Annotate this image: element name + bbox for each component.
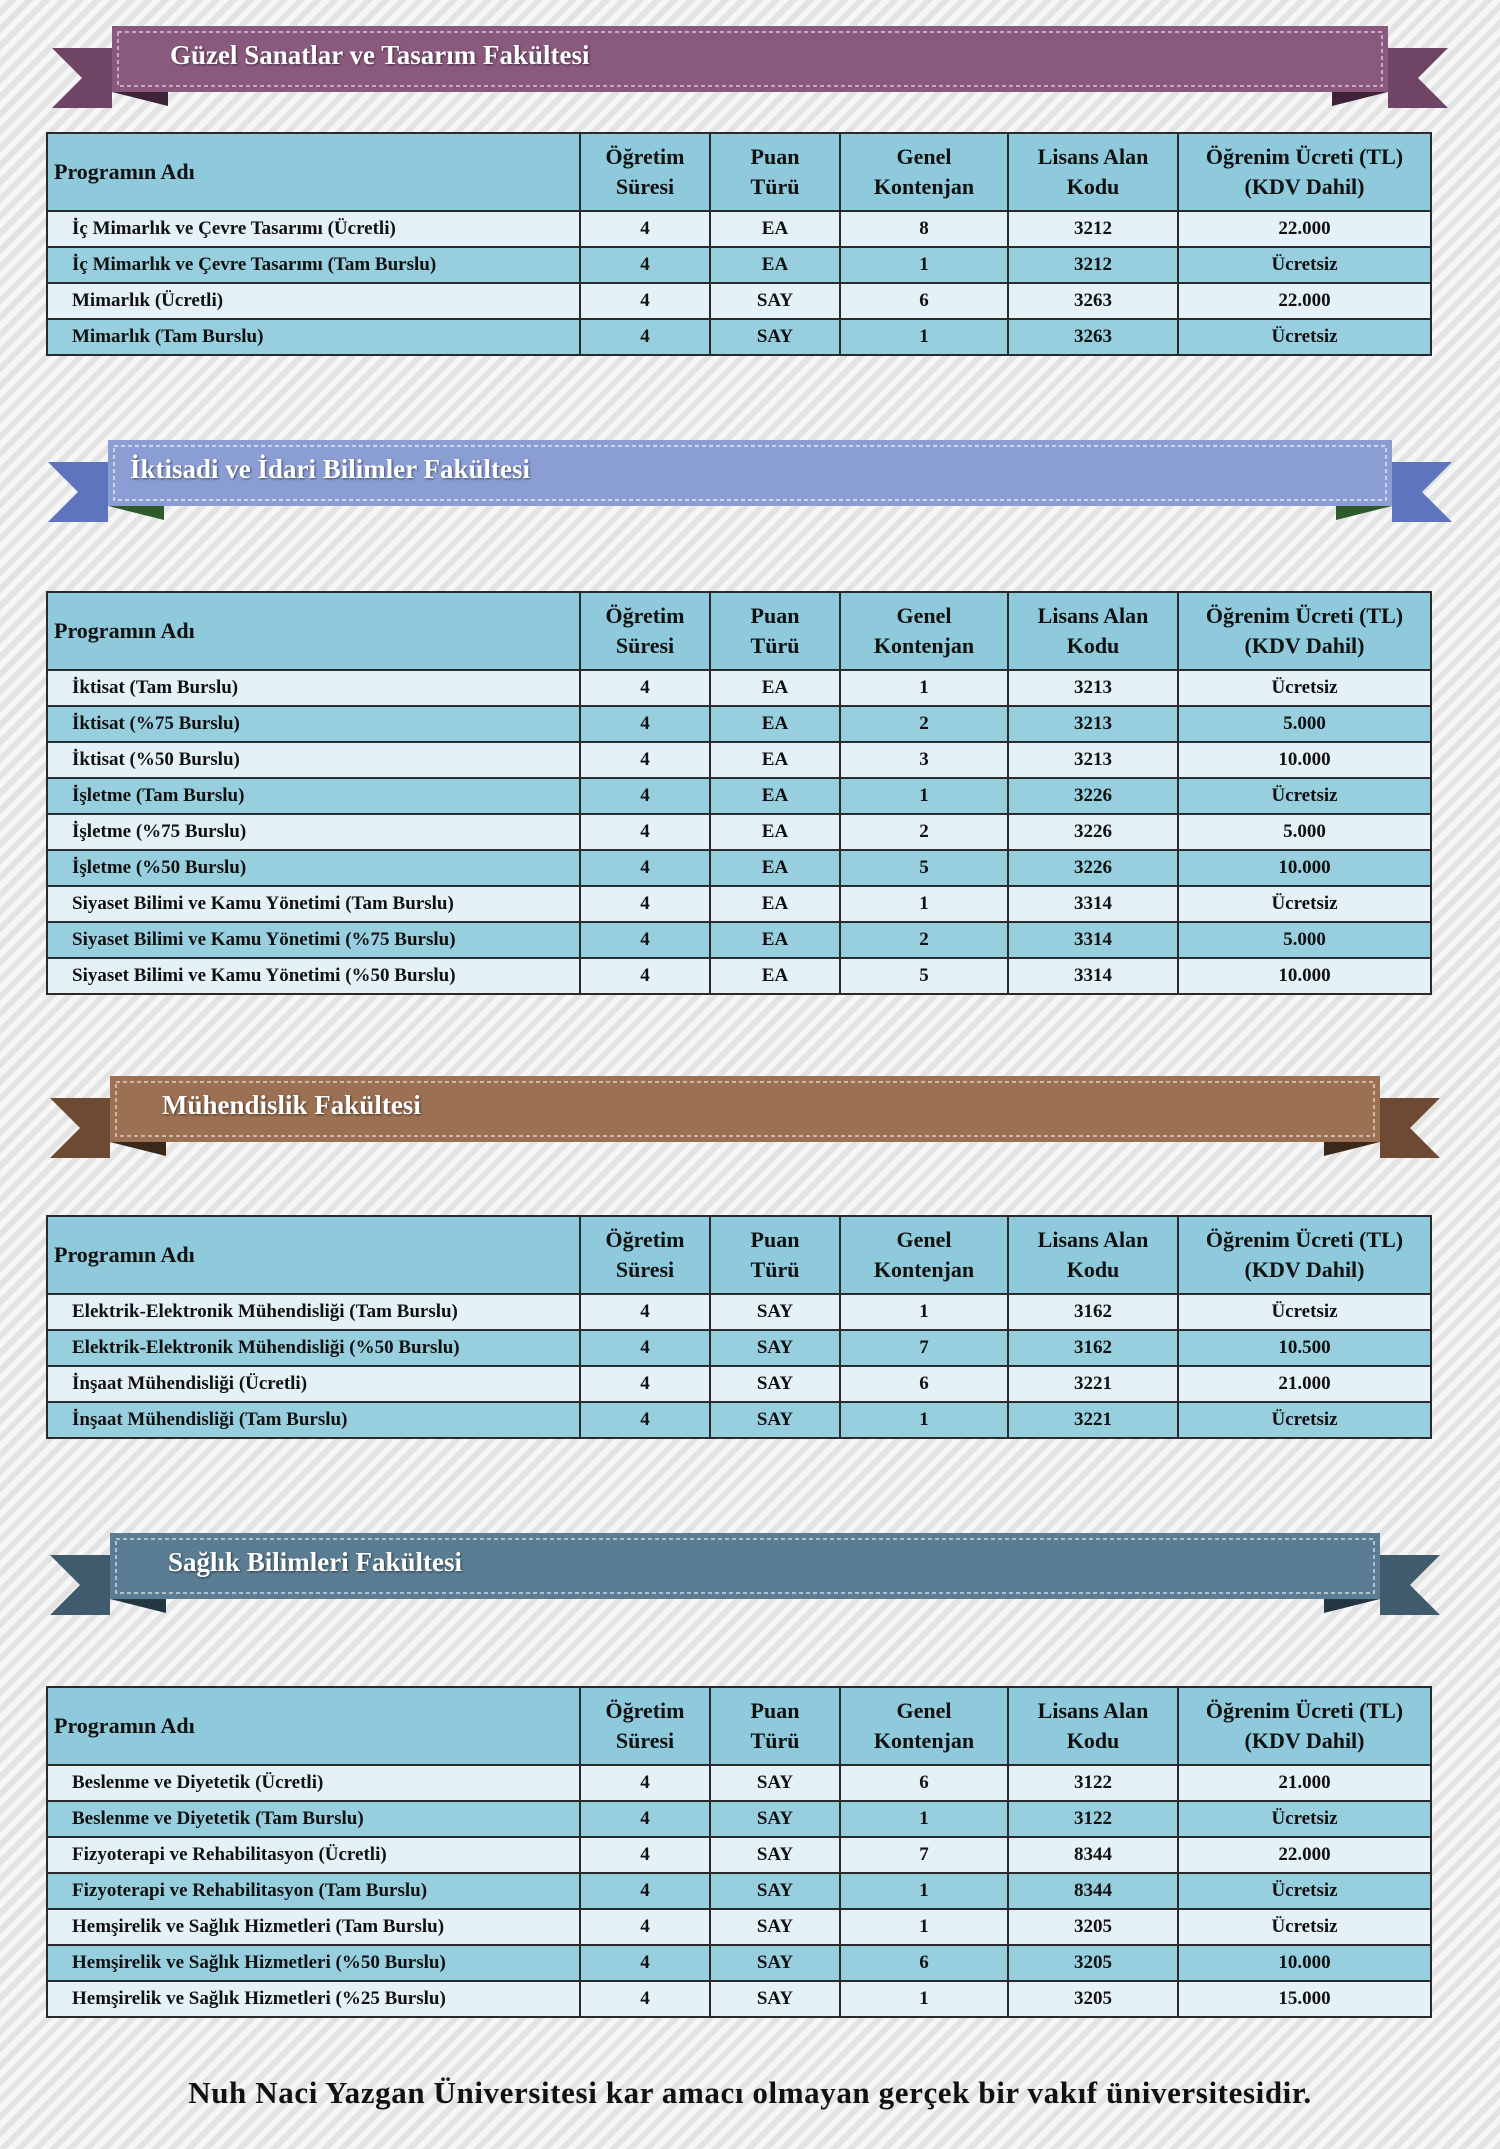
- cell-score-type: EA: [710, 706, 840, 742]
- cell-tuition-fee: Ücretsiz: [1178, 670, 1431, 706]
- table-row: [47, 1873, 1431, 1909]
- cell-duration: 4: [580, 319, 710, 355]
- cell-tuition-fee: Ücretsiz: [1178, 1801, 1431, 1837]
- cell-quota: 7: [840, 1330, 1008, 1366]
- cell-tuition-fee: Ücretsiz: [1178, 319, 1431, 355]
- cell-quota: 1: [840, 1873, 1008, 1909]
- header-quota: Genel Kontenjan: [840, 1216, 1008, 1294]
- cell-tuition-fee: Ücretsiz: [1178, 247, 1431, 283]
- cell-quota: 1: [840, 1294, 1008, 1330]
- cell-field-code: 3226: [1008, 778, 1178, 814]
- cell-tuition-fee: 5.000: [1178, 814, 1431, 850]
- table-saglik-bilimleri: [46, 1686, 1432, 2018]
- cell-program-name: İç Mimarlık ve Çevre Tasarımı (Ücretli): [47, 211, 580, 247]
- header-duration: Öğretim Süresi: [580, 1216, 710, 1294]
- cell-program-name: Elektrik-Elektronik Mühendisliği (%50 Burslu): [47, 1330, 580, 1366]
- header-program-name: Programın Adı: [47, 133, 580, 211]
- cell-score-type: EA: [710, 778, 840, 814]
- cell-program-name: İnşaat Mühendisliği (Tam Burslu): [47, 1402, 580, 1438]
- cell-field-code: 3205: [1008, 1909, 1178, 1945]
- cell-score-type: SAY: [710, 1366, 840, 1402]
- header-score-type: Puan Türü: [710, 1687, 840, 1765]
- cell-score-type: EA: [710, 742, 840, 778]
- table-row: [47, 1909, 1431, 1945]
- cell-program-name: Beslenme ve Diyetetik (Ücretli): [47, 1765, 580, 1801]
- cell-program-name: Hemşirelik ve Sağlık Hizmetleri (Tam Burslu): [47, 1909, 580, 1945]
- cell-score-type: EA: [710, 958, 840, 994]
- cell-quota: 6: [840, 1945, 1008, 1981]
- cell-duration: 4: [580, 1402, 710, 1438]
- cell-program-name: Fizyoterapi ve Rehabilitasyon (Ücretli): [47, 1837, 580, 1873]
- cell-quota: 1: [840, 1909, 1008, 1945]
- cell-tuition-fee: 21.000: [1178, 1366, 1431, 1402]
- cell-score-type: SAY: [710, 1330, 840, 1366]
- cell-duration: 4: [580, 886, 710, 922]
- cell-tuition-fee: 10.000: [1178, 958, 1431, 994]
- cell-tuition-fee: 5.000: [1178, 922, 1431, 958]
- cell-field-code: 3162: [1008, 1330, 1178, 1366]
- table-row: [47, 211, 1431, 247]
- cell-tuition-fee: 10.000: [1178, 1945, 1431, 1981]
- cell-duration: 4: [580, 1330, 710, 1366]
- cell-program-name: Fizyoterapi ve Rehabilitasyon (Tam Burslu): [47, 1873, 580, 1909]
- ribbon-guzel-sanatlar: [0, 18, 1500, 110]
- cell-field-code: 3162: [1008, 1294, 1178, 1330]
- ribbon-muhendislik: [0, 1068, 1500, 1160]
- cell-program-name: Siyaset Bilimi ve Kamu Yönetimi (%50 Burslu): [47, 958, 580, 994]
- table-row: [47, 886, 1431, 922]
- header-quota: Genel Kontenjan: [840, 1687, 1008, 1765]
- ribbon-iktisadi-idari: [0, 432, 1500, 524]
- cell-quota: 1: [840, 670, 1008, 706]
- header-duration: Öğretim Süresi: [580, 1687, 710, 1765]
- cell-score-type: EA: [710, 850, 840, 886]
- cell-program-name: Hemşirelik ve Sağlık Hizmetleri (%25 Burslu): [47, 1981, 580, 2017]
- cell-tuition-fee: Ücretsiz: [1178, 1909, 1431, 1945]
- cell-field-code: 3212: [1008, 247, 1178, 283]
- cell-program-name: Siyaset Bilimi ve Kamu Yönetimi (%75 Burslu): [47, 922, 580, 958]
- cell-quota: 1: [840, 1981, 1008, 2017]
- table-row: [47, 283, 1431, 319]
- header-score-type: Puan Türü: [710, 1216, 840, 1294]
- cell-tuition-fee: Ücretsiz: [1178, 1294, 1431, 1330]
- cell-duration: 4: [580, 1765, 710, 1801]
- cell-duration: 4: [580, 247, 710, 283]
- cell-quota: 3: [840, 742, 1008, 778]
- cell-tuition-fee: 5.000: [1178, 706, 1431, 742]
- cell-field-code: 3221: [1008, 1402, 1178, 1438]
- cell-program-name: İnşaat Mühendisliği (Ücretli): [47, 1366, 580, 1402]
- cell-tuition-fee: Ücretsiz: [1178, 1402, 1431, 1438]
- header-quota: Genel Kontenjan: [840, 592, 1008, 670]
- cell-field-code: 8344: [1008, 1873, 1178, 1909]
- cell-quota: 1: [840, 886, 1008, 922]
- cell-tuition-fee: 10.000: [1178, 742, 1431, 778]
- cell-duration: 4: [580, 1873, 710, 1909]
- cell-duration: 4: [580, 778, 710, 814]
- cell-quota: 6: [840, 1366, 1008, 1402]
- cell-field-code: 3213: [1008, 706, 1178, 742]
- table-row: [47, 1801, 1431, 1837]
- table-row: [47, 706, 1431, 742]
- table-header-row: [47, 1216, 1431, 1294]
- cell-duration: 4: [580, 283, 710, 319]
- cell-tuition-fee: 22.000: [1178, 211, 1431, 247]
- cell-quota: 2: [840, 922, 1008, 958]
- header-duration: Öğretim Süresi: [580, 133, 710, 211]
- cell-score-type: EA: [710, 814, 840, 850]
- cell-quota: 2: [840, 814, 1008, 850]
- section-title: Mühendislik Fakültesi: [162, 1090, 421, 1120]
- cell-field-code: 3226: [1008, 850, 1178, 886]
- cell-quota: 6: [840, 283, 1008, 319]
- cell-field-code: 3122: [1008, 1801, 1178, 1837]
- header-tuition-fee: Öğrenim Ücreti (TL) (KDV Dahil): [1178, 1216, 1431, 1294]
- table-row: [47, 742, 1431, 778]
- cell-program-name: İşletme (%75 Burslu): [47, 814, 580, 850]
- cell-quota: 1: [840, 1402, 1008, 1438]
- cell-score-type: SAY: [710, 319, 840, 355]
- table-row: [47, 1330, 1431, 1366]
- header-tuition-fee: Öğrenim Ücreti (TL) (KDV Dahil): [1178, 1687, 1431, 1765]
- header-duration: Öğretim Süresi: [580, 592, 710, 670]
- cell-duration: 4: [580, 706, 710, 742]
- table-row: [47, 1366, 1431, 1402]
- cell-tuition-fee: Ücretsiz: [1178, 886, 1431, 922]
- table-row: [47, 1294, 1431, 1330]
- table-row: [47, 319, 1431, 355]
- cell-quota: 5: [840, 958, 1008, 994]
- header-tuition-fee: Öğrenim Ücreti (TL) (KDV Dahil): [1178, 133, 1431, 211]
- cell-duration: 4: [580, 1294, 710, 1330]
- cell-quota: 1: [840, 247, 1008, 283]
- cell-quota: 1: [840, 319, 1008, 355]
- table-header-row: [47, 1687, 1431, 1765]
- cell-field-code: 3221: [1008, 1366, 1178, 1402]
- cell-program-name: İktisat (%75 Burslu): [47, 706, 580, 742]
- cell-field-code: 3213: [1008, 742, 1178, 778]
- header-program-name: Programın Adı: [47, 592, 580, 670]
- cell-duration: 4: [580, 1981, 710, 2017]
- cell-program-name: İç Mimarlık ve Çevre Tasarımı (Tam Burslu): [47, 247, 580, 283]
- header-quota: Genel Kontenjan: [840, 133, 1008, 211]
- cell-field-code: 3263: [1008, 319, 1178, 355]
- table-row: [47, 1945, 1431, 1981]
- cell-program-name: Elektrik-Elektronik Mühendisliği (Tam Burslu): [47, 1294, 580, 1330]
- cell-score-type: SAY: [710, 1765, 840, 1801]
- header-score-type: Puan Türü: [710, 133, 840, 211]
- table-row: [47, 814, 1431, 850]
- cell-program-name: Siyaset Bilimi ve Kamu Yönetimi (Tam Burslu): [47, 886, 580, 922]
- cell-score-type: SAY: [710, 1801, 840, 1837]
- cell-tuition-fee: 10.000: [1178, 850, 1431, 886]
- cell-field-code: 3314: [1008, 958, 1178, 994]
- table-header-row: [47, 133, 1431, 211]
- cell-program-name: Mimarlık (Tam Burslu): [47, 319, 580, 355]
- table-row: [47, 958, 1431, 994]
- cell-program-name: İktisat (Tam Burslu): [47, 670, 580, 706]
- cell-score-type: EA: [710, 247, 840, 283]
- cell-field-code: 3205: [1008, 1981, 1178, 2017]
- cell-duration: 4: [580, 814, 710, 850]
- cell-score-type: EA: [710, 670, 840, 706]
- cell-field-code: 3226: [1008, 814, 1178, 850]
- cell-score-type: SAY: [710, 1873, 840, 1909]
- table-row: [47, 1837, 1431, 1873]
- cell-duration: 4: [580, 670, 710, 706]
- cell-field-code: 3314: [1008, 886, 1178, 922]
- footer-note: Nuh Naci Yazgan Üniversitesi kar amacı olmayan gerçek bir vakıf üniversitesidir.: [188, 2075, 1312, 2110]
- cell-duration: 4: [580, 1909, 710, 1945]
- cell-quota: 1: [840, 778, 1008, 814]
- cell-program-name: İşletme (%50 Burslu): [47, 850, 580, 886]
- cell-duration: 4: [580, 1837, 710, 1873]
- table-row: [47, 670, 1431, 706]
- cell-field-code: 3213: [1008, 670, 1178, 706]
- cell-score-type: SAY: [710, 1945, 840, 1981]
- cell-tuition-fee: 10.500: [1178, 1330, 1431, 1366]
- table-row: [47, 922, 1431, 958]
- section-title: Sağlık Bilimleri Fakültesi: [168, 1547, 463, 1577]
- cell-tuition-fee: 21.000: [1178, 1765, 1431, 1801]
- cell-score-type: SAY: [710, 1294, 840, 1330]
- cell-program-name: Mimarlık (Ücretli): [47, 283, 580, 319]
- header-field-code: Lisans Alan Kodu: [1008, 592, 1178, 670]
- cell-duration: 4: [580, 958, 710, 994]
- table-row: [47, 850, 1431, 886]
- cell-program-name: İşletme (Tam Burslu): [47, 778, 580, 814]
- cell-score-type: SAY: [710, 1909, 840, 1945]
- cell-score-type: SAY: [710, 1837, 840, 1873]
- cell-tuition-fee: 15.000: [1178, 1981, 1431, 2017]
- cell-quota: 2: [840, 706, 1008, 742]
- cell-quota: 7: [840, 1837, 1008, 1873]
- header-field-code: Lisans Alan Kodu: [1008, 133, 1178, 211]
- cell-program-name: Hemşirelik ve Sağlık Hizmetleri (%50 Burslu): [47, 1945, 580, 1981]
- ribbon-saglik-bilimleri: [0, 1525, 1500, 1617]
- cell-duration: 4: [580, 1945, 710, 1981]
- header-tuition-fee: Öğrenim Ücreti (TL) (KDV Dahil): [1178, 592, 1431, 670]
- cell-program-name: Beslenme ve Diyetetik (Tam Burslu): [47, 1801, 580, 1837]
- cell-tuition-fee: Ücretsiz: [1178, 1873, 1431, 1909]
- cell-score-type: SAY: [710, 1981, 840, 2017]
- cell-field-code: 3314: [1008, 922, 1178, 958]
- cell-quota: 8: [840, 211, 1008, 247]
- cell-duration: 4: [580, 850, 710, 886]
- table-row: [47, 1402, 1431, 1438]
- table-row: [47, 247, 1431, 283]
- header-score-type: Puan Türü: [710, 592, 840, 670]
- cell-tuition-fee: 22.000: [1178, 283, 1431, 319]
- header-field-code: Lisans Alan Kodu: [1008, 1687, 1178, 1765]
- cell-tuition-fee: 22.000: [1178, 1837, 1431, 1873]
- table-row: [47, 778, 1431, 814]
- table-guzel-sanatlar: [46, 132, 1432, 356]
- table-row: [47, 1765, 1431, 1801]
- cell-quota: 6: [840, 1765, 1008, 1801]
- cell-duration: 4: [580, 1801, 710, 1837]
- cell-score-type: EA: [710, 886, 840, 922]
- header-program-name: Programın Adı: [47, 1216, 580, 1294]
- cell-duration: 4: [580, 742, 710, 778]
- table-row: [47, 1981, 1431, 2017]
- cell-field-code: 3263: [1008, 283, 1178, 319]
- table-muhendislik: [46, 1215, 1432, 1439]
- section-title: Güzel Sanatlar ve Tasarım Fakültesi: [170, 40, 590, 70]
- cell-tuition-fee: Ücretsiz: [1178, 778, 1431, 814]
- header-field-code: Lisans Alan Kodu: [1008, 1216, 1178, 1294]
- cell-program-name: İktisat (%50 Burslu): [47, 742, 580, 778]
- cell-score-type: SAY: [710, 283, 840, 319]
- cell-score-type: EA: [710, 211, 840, 247]
- cell-score-type: SAY: [710, 1402, 840, 1438]
- cell-field-code: 3122: [1008, 1765, 1178, 1801]
- table-header-row: [47, 592, 1431, 670]
- cell-duration: 4: [580, 922, 710, 958]
- cell-score-type: EA: [710, 922, 840, 958]
- header-program-name: Programın Adı: [47, 1687, 580, 1765]
- cell-field-code: 8344: [1008, 1837, 1178, 1873]
- cell-quota: 1: [840, 1801, 1008, 1837]
- section-title: İktisadi ve İdari Bilimler Fakültesi: [130, 454, 531, 484]
- cell-field-code: 3212: [1008, 211, 1178, 247]
- table-iktisadi-idari: [46, 591, 1432, 995]
- cell-field-code: 3205: [1008, 1945, 1178, 1981]
- cell-duration: 4: [580, 211, 710, 247]
- cell-quota: 5: [840, 850, 1008, 886]
- cell-duration: 4: [580, 1366, 710, 1402]
